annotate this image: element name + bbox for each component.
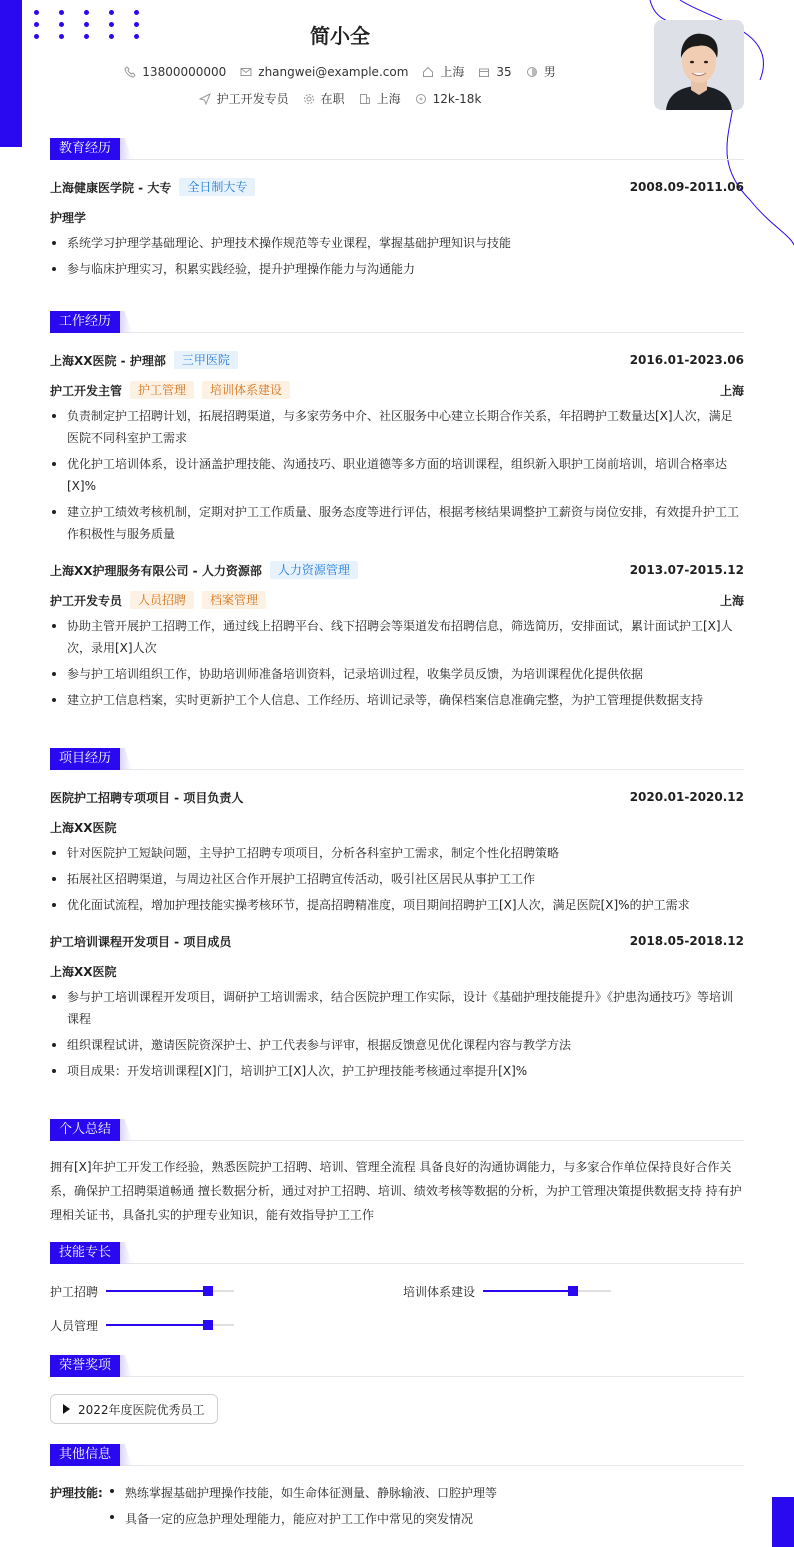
skills-title: 技能专长 bbox=[50, 1242, 120, 1264]
skill-item bbox=[403, 1283, 611, 1299]
summary-section bbox=[50, 1119, 744, 1227]
list-item: 针对医院护工短缺问题，主导护工招聘专项项目，分析各科室护工需求，制定个性化招聘策略 bbox=[50, 842, 744, 864]
email-item bbox=[240, 63, 408, 80]
project-bullets bbox=[50, 842, 744, 916]
position-text: 护工开发专员 bbox=[216, 92, 289, 106]
company-tag: 人力资源管理 bbox=[270, 561, 358, 579]
skill-name: 培训体系建设 bbox=[403, 1284, 476, 1299]
list-item: 具备一定的应急护理处理能力，能应对护工工作中常见的突发情况 bbox=[108, 1506, 744, 1532]
list-item: 组织课程试讲，邀请医院资深护士、护工代表参与评审，根据反馈意见优化课程内容与教学方法 bbox=[50, 1034, 744, 1056]
job-bullets bbox=[50, 405, 744, 545]
email-text: zhangwei@example.com bbox=[258, 64, 409, 79]
expected-city-text: 上海 bbox=[376, 92, 401, 106]
other-info-row bbox=[50, 1480, 744, 1532]
awards-header bbox=[50, 1355, 744, 1377]
summary-title: 个人总结 bbox=[50, 1119, 120, 1141]
status-text: 在职 bbox=[320, 92, 345, 106]
project-org bbox=[50, 818, 744, 836]
play-icon bbox=[63, 1404, 70, 1414]
award-text: 2022年度医院优秀员工 bbox=[78, 1402, 205, 1417]
right-accent-bar bbox=[772, 1497, 794, 1547]
education-title: 教育经历 bbox=[50, 138, 120, 160]
skill-fill bbox=[483, 1290, 573, 1292]
work-title: 工作经历 bbox=[50, 311, 120, 333]
role-tag: 档案管理 bbox=[202, 591, 266, 609]
home-icon bbox=[422, 66, 434, 78]
other-label: 护理技能: bbox=[50, 1486, 103, 1500]
job-entry-head bbox=[50, 351, 744, 369]
job-entry-head bbox=[50, 561, 744, 579]
skill-knob bbox=[568, 1286, 578, 1296]
company-name: 上海XX医院 - 护理部 bbox=[50, 353, 166, 368]
contact-row bbox=[0, 63, 680, 80]
project-bullets bbox=[50, 986, 744, 1082]
skill-name: 人员管理 bbox=[50, 1318, 99, 1333]
project-name: 医院护工招聘专项项目 - 项目负责人 bbox=[50, 790, 244, 805]
summary-header bbox=[50, 1119, 744, 1141]
other-title: 其他信息 bbox=[50, 1444, 120, 1466]
major bbox=[50, 208, 744, 226]
company-tag: 三甲医院 bbox=[174, 351, 238, 369]
school-name: 上海健康医学院 - 大专 bbox=[50, 180, 172, 195]
project-org-text: 上海XX医院 bbox=[50, 820, 117, 835]
send-icon bbox=[199, 93, 211, 105]
project-org-text: 上海XX医院 bbox=[50, 964, 117, 979]
list-item: 熟练掌握基础护理操作技能，如生命体征测量、静脉输液、口腔护理等 bbox=[108, 1480, 744, 1506]
skill-knob bbox=[203, 1286, 213, 1296]
awards-section bbox=[50, 1355, 744, 1424]
project-entry-head bbox=[50, 788, 744, 806]
list-item: 优化面试流程，增加护理技能实操考核环节，提高招聘精准度，项目期间招聘护工[X]人次，满足医院[X]%的护工需求 bbox=[50, 894, 744, 916]
education-tag: 全日制大专 bbox=[179, 178, 255, 196]
list-item: 建立护工绩效考核机制，定期对护工工作质量、服务态度等进行评估，根据考核结果调整护工薪资与岗位安排，有效提升护工工作积极性与服务质量 bbox=[50, 501, 744, 545]
major-text: 护理学 bbox=[50, 210, 87, 225]
education-section bbox=[50, 138, 744, 280]
list-item: 协助主管开展护工招聘工作，通过线上招聘平台、线下招聘会等渠道发布招聘信息，筛选简历，安排面试，累计面试护工[X]人次，录用[X]人次 bbox=[50, 615, 744, 659]
education-date: 2008.09-2011.06 bbox=[629, 180, 744, 194]
job-role-row bbox=[50, 381, 744, 399]
job-date: 2016.01-2023.06 bbox=[629, 353, 744, 367]
job-location: 上海 bbox=[719, 383, 744, 398]
list-item: 项目成果：开发培训课程[X]门，培训护工[X]人次，护工护理技能考核通过率提升[X]% bbox=[50, 1060, 744, 1082]
settings-icon bbox=[303, 93, 315, 105]
job-role: 护工开发主管 bbox=[50, 383, 123, 398]
other-bullets bbox=[108, 1480, 744, 1532]
role-tag: 人员招聘 bbox=[130, 591, 194, 609]
company-name: 上海XX护理服务有限公司 - 人力资源部 bbox=[50, 563, 262, 578]
job-date: 2013.07-2015.12 bbox=[629, 563, 744, 577]
list-item: 负责制定护工招聘计划，拓展招聘渠道，与多家劳务中介、社区服务中心建立长期合作关系，年招聘护工数量达[X]人次，满足医院不同科室护工需求 bbox=[50, 405, 744, 449]
list-item: 参与临床护理实习，积累实践经验，提升护理操作能力与沟通能力 bbox=[50, 258, 744, 280]
summary-text: 拥有[X]年护工开发工作经验，熟悉医院护工招聘、培训、管理全流程 具备良好的沟通协调能力，与多家合作单位保持良好合作关系，确保护工招聘渠道畅通 擅长数据分析，通过对护工招聘、培训、绩效考核等数据的分析，为护工管理决策提供数据支持 持有护理相关证书，具备扎实的护理专业知识，能有效指导护工工作 bbox=[50, 1160, 742, 1222]
skill-bar bbox=[106, 1290, 234, 1292]
other-header bbox=[50, 1444, 744, 1466]
age-text: 35 bbox=[496, 64, 512, 79]
job-bullets bbox=[50, 615, 744, 711]
list-item: 拓展社区招聘渠道，与周边社区合作开展护工招聘宣传活动，吸引社区居民从事护工工作 bbox=[50, 868, 744, 890]
role-tag: 护工管理 bbox=[130, 381, 194, 399]
age-item bbox=[478, 63, 511, 80]
project-name: 护工培训课程开发项目 - 项目成员 bbox=[50, 934, 232, 949]
education-header bbox=[50, 138, 744, 160]
education-bullets bbox=[50, 232, 744, 280]
project-org bbox=[50, 962, 744, 980]
status-item bbox=[303, 90, 345, 107]
list-item: 系统学习护理学基础理论、护理技术操作规范等专业课程，掌握基础护理知识与技能 bbox=[50, 232, 744, 254]
skill-bar bbox=[483, 1290, 611, 1292]
skill-knob bbox=[203, 1320, 213, 1330]
skills-section bbox=[50, 1242, 744, 1333]
position-item bbox=[199, 90, 289, 107]
project-date: 2018.05-2018.12 bbox=[629, 934, 744, 948]
city-item bbox=[422, 63, 464, 80]
project-date: 2020.01-2020.12 bbox=[629, 790, 744, 804]
job-intent-row bbox=[0, 90, 680, 107]
skill-bar bbox=[106, 1324, 234, 1326]
phone-text: 13800000000 bbox=[142, 64, 227, 79]
gender-icon bbox=[526, 66, 538, 78]
award-item[interactable] bbox=[50, 1394, 218, 1424]
project-entry-head bbox=[50, 932, 744, 950]
candidate-name: 简小全 bbox=[310, 24, 370, 48]
job-role: 护工开发专员 bbox=[50, 593, 123, 608]
salary-text: 12k-18k bbox=[432, 91, 482, 106]
phone-icon bbox=[124, 66, 136, 78]
mail-icon bbox=[240, 66, 252, 78]
skill-item bbox=[50, 1317, 744, 1333]
list-item: 建立护工信息档案，实时更新护工个人信息、工作经历、培训记录等，确保档案信息准确完整，为护工管理提供数据支持 bbox=[50, 689, 744, 711]
work-header bbox=[50, 311, 744, 333]
work-section bbox=[50, 311, 744, 711]
job-location: 上海 bbox=[719, 593, 744, 608]
avatar bbox=[654, 20, 744, 110]
gender-text: 男 bbox=[543, 65, 556, 79]
money-icon bbox=[415, 93, 427, 105]
projects-section bbox=[50, 748, 744, 1082]
education-entry-head bbox=[50, 178, 744, 196]
awards-title: 荣誉奖项 bbox=[50, 1355, 120, 1377]
other-section bbox=[50, 1444, 744, 1532]
projects-title: 项目经历 bbox=[50, 748, 120, 770]
skills-header bbox=[50, 1242, 744, 1264]
list-item: 参与护工培训组织工作，协助培训师准备培训资料，记录培训过程，收集学员反馈，为培训课程优化提供依据 bbox=[50, 663, 744, 685]
expected-city-item bbox=[359, 90, 401, 107]
skill-item bbox=[50, 1283, 403, 1299]
building-icon bbox=[359, 93, 371, 105]
skill-name: 护工招聘 bbox=[50, 1284, 99, 1299]
city-text: 上海 bbox=[440, 65, 465, 79]
job-role-row bbox=[50, 591, 744, 609]
gender-item bbox=[526, 63, 556, 80]
projects-header bbox=[50, 748, 744, 770]
phone-item bbox=[124, 63, 226, 80]
calendar-icon bbox=[478, 66, 490, 78]
skill-fill bbox=[106, 1290, 208, 1292]
role-tag: 培训体系建设 bbox=[202, 381, 290, 399]
list-item: 参与护工培训课程开发项目，调研护工培训需求，结合医院护理工作实际，设计《基础护理技能提升》《护患沟通技巧》等培训课程 bbox=[50, 986, 744, 1030]
skill-fill bbox=[106, 1324, 208, 1326]
salary-item bbox=[415, 90, 482, 107]
list-item: 优化护工培训体系，设计涵盖护理技能、沟通技巧、职业道德等多方面的培训课程，组织新入职护工岗前培训，培训合格率达[X]% bbox=[50, 453, 744, 497]
